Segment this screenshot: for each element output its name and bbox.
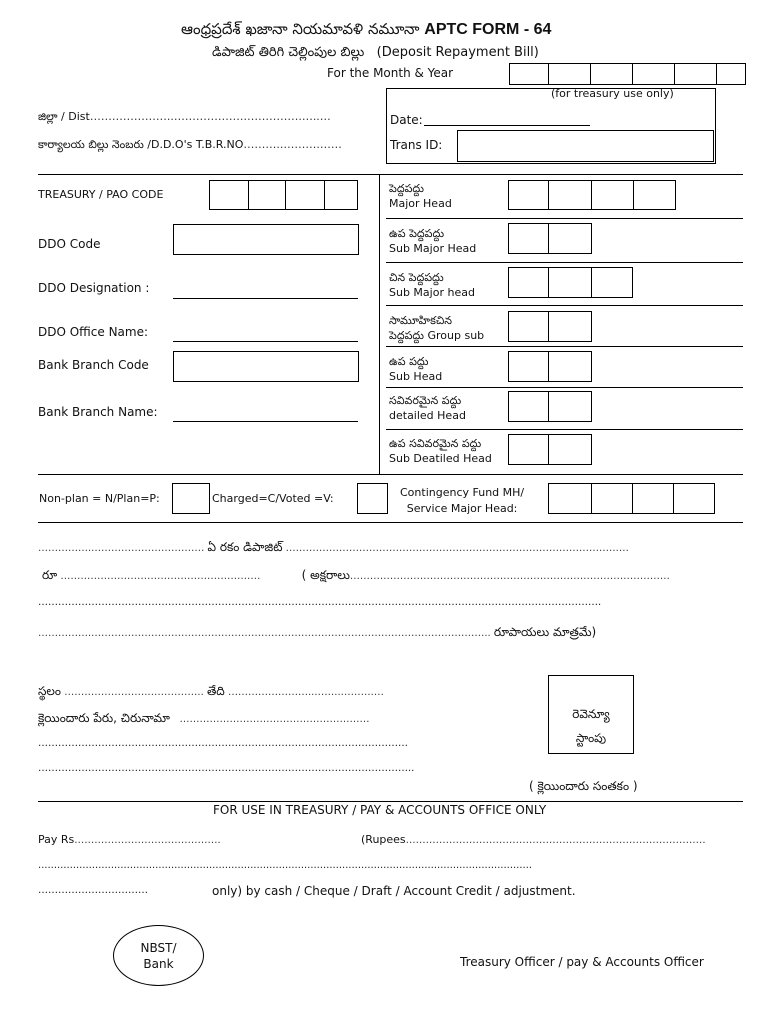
pay-row xyxy=(38,833,221,846)
treasury-code-boxes[interactable] xyxy=(209,180,358,210)
treasury-section-heading: FOR USE IN TREASURY / PAY & ACCOUNTS OFFICE ONLY xyxy=(213,803,547,817)
bank-branch-code-field[interactable] xyxy=(173,351,359,382)
month-year-box[interactable] xyxy=(716,63,746,85)
major-head-boxes[interactable] xyxy=(508,180,676,210)
claimant-row xyxy=(38,711,369,728)
heads-divider xyxy=(386,305,743,306)
contingency-box[interactable] xyxy=(548,483,592,514)
place-label: స్థలం xyxy=(38,684,62,698)
ddo-code-label: DDO Code xyxy=(38,237,101,251)
month-year-box[interactable] xyxy=(590,63,633,85)
tbr-row xyxy=(38,138,342,154)
rupees-label: (Rupees xyxy=(361,833,406,846)
head-sub-detailed xyxy=(389,436,492,466)
revenue-stamp-line1: రెవెన్యూ xyxy=(572,707,610,721)
subtitle-english: (Deposit Repayment Bill) xyxy=(376,45,539,60)
head-box[interactable] xyxy=(508,391,549,422)
amount-words-line2[interactable]: ……………..……………………………………………………………………………………………………….. xyxy=(38,628,491,639)
form-number: APTC FORM - 64 xyxy=(424,21,552,38)
place-date-row xyxy=(38,684,384,701)
head-box[interactable] xyxy=(633,180,676,210)
head-sub xyxy=(389,354,442,384)
rupees-field[interactable]: ……………………………………………………………………………… xyxy=(405,835,706,846)
month-year-box[interactable] xyxy=(509,63,549,85)
contingency-label xyxy=(400,485,524,517)
treasury-code-box[interactable] xyxy=(209,180,249,210)
claimant-field[interactable]: ………………………………………………… xyxy=(179,714,370,725)
month-year-label: For the Month & Year xyxy=(327,66,454,80)
head-en: Sub Major Head xyxy=(389,242,477,255)
ddo-office-field[interactable] xyxy=(173,341,358,342)
month-year-box[interactable] xyxy=(632,63,675,85)
amount-row xyxy=(42,568,670,585)
form-subtitle xyxy=(212,45,539,63)
head-te: చిన పెద్దపద్దు xyxy=(389,271,444,284)
minor-head-boxes[interactable] xyxy=(508,267,633,298)
treasury-code-box[interactable] xyxy=(285,180,325,210)
subtitle-telugu: డిపాజిట్ తిరిగి చెల్లింపుల బిల్లు xyxy=(212,45,365,60)
contingency-line1: Contingency Fund MH/ xyxy=(400,486,525,499)
head-box[interactable] xyxy=(548,351,592,382)
head-te: సామూహికచిన xyxy=(389,314,452,327)
heads-divider xyxy=(386,262,743,263)
date-te-label: తేది xyxy=(206,684,225,698)
contingency-box[interactable] xyxy=(632,483,674,514)
head-box[interactable] xyxy=(508,311,549,342)
rupees-only-label: రూపాయలు మాత్రమే) xyxy=(493,625,597,639)
rupees-only-row xyxy=(38,625,596,642)
tbr-label: కార్యాలయ బిల్లు నెంబరు /D.D.O's T.B.R.NO xyxy=(38,138,244,151)
group-sub-head-boxes[interactable] xyxy=(508,311,592,342)
deposit-type-label: ఏ రకం డిపాజిట్ xyxy=(207,540,283,554)
payment-mode-text: only) by cash / Cheque / Draft / Account Credit / adjustment. xyxy=(212,884,576,898)
nbst-line1: NBST/ xyxy=(140,940,177,955)
treasury-amount-line[interactable]: ………………………………………………………………………………………………………………………………………… xyxy=(38,860,532,871)
tbr-field[interactable]: ………..……….…… xyxy=(243,138,342,151)
bank-branch-name-field[interactable] xyxy=(173,421,358,422)
head-major xyxy=(389,181,452,211)
month-year-box[interactable] xyxy=(674,63,717,85)
detailed-head-boxes[interactable] xyxy=(508,391,592,422)
district-field[interactable]: …………………..……………….…………….…..… xyxy=(89,110,331,123)
bank-branch-code-label: Bank Branch Code xyxy=(38,358,149,372)
rupees-row xyxy=(361,833,706,846)
contingency-box[interactable] xyxy=(673,483,715,514)
date-label: Date: xyxy=(390,113,423,127)
ddo-designation-field[interactable] xyxy=(173,298,358,299)
trans-id-label: Trans ID: xyxy=(390,138,443,152)
form-title xyxy=(181,20,551,42)
section-divider xyxy=(38,801,743,802)
head-box[interactable] xyxy=(508,351,549,382)
revenue-stamp-label xyxy=(548,702,634,750)
amount-field[interactable]: …………………………………………………… xyxy=(60,571,261,582)
contingency-boxes[interactable] xyxy=(548,483,715,514)
deposit-prefix-field[interactable]: ……………..…………………………… xyxy=(38,543,205,554)
charged-box[interactable] xyxy=(357,483,388,514)
head-en: పెద్దపద్దు Group sub xyxy=(389,329,485,342)
head-box[interactable] xyxy=(591,267,633,298)
head-detailed xyxy=(389,393,466,423)
head-box[interactable] xyxy=(591,180,634,210)
treasury-use-note: (for treasury use only) xyxy=(551,87,674,100)
month-year-boxes[interactable] xyxy=(509,63,746,85)
contingency-box[interactable] xyxy=(591,483,633,514)
charged-label: Charged=C/Voted =V: xyxy=(212,492,334,505)
claimant-signature-label: ( క్లెయిందారు సంతకం ) xyxy=(529,779,638,793)
head-group-sub xyxy=(389,313,484,343)
head-box[interactable] xyxy=(508,434,549,465)
head-te: సవివరమైన పద్దు xyxy=(389,394,462,407)
head-minor xyxy=(389,270,475,300)
in-words-label: ( అక్షరాలు xyxy=(301,568,350,582)
head-en: Sub Deatiled Head xyxy=(389,452,492,465)
treasury-code-box[interactable] xyxy=(248,180,286,210)
amount-words-line[interactable]: ……………………………………………………………………………………………………………………………………………………. xyxy=(38,597,602,608)
ddo-office-label: DDO Office Name: xyxy=(38,325,149,339)
section-divider xyxy=(38,474,743,475)
head-en: Major Head xyxy=(389,197,452,210)
place-field[interactable]: …………………….…………….. xyxy=(64,687,204,698)
month-year-box[interactable] xyxy=(548,63,591,85)
head-te: ఉప పద్దు xyxy=(389,355,429,368)
date-te-field[interactable]: ……………………..……..……….… xyxy=(227,687,384,698)
column-divider xyxy=(379,174,380,474)
head-box[interactable] xyxy=(548,391,592,422)
revenue-stamp-line2: స్టాంపు xyxy=(575,731,607,745)
heads-divider xyxy=(386,218,743,219)
pay-label: Pay Rs xyxy=(38,833,75,846)
heads-divider xyxy=(386,346,743,347)
sub-head-boxes[interactable] xyxy=(508,351,592,382)
address-line-2[interactable]: ………………………………………………………………………………………………….. xyxy=(38,763,415,774)
district-label: జిల్లా / Dist xyxy=(38,110,90,123)
treasury-code-label: TREASURY / PAO CODE xyxy=(38,188,164,201)
head-sub-major xyxy=(389,226,476,256)
district-row xyxy=(38,110,331,126)
rupees-symbol-label: రూ xyxy=(42,568,58,582)
head-box[interactable] xyxy=(508,223,549,254)
treasury-officer-label: Treasury Officer / pay & Accounts Officer xyxy=(460,955,704,969)
date-field[interactable] xyxy=(424,125,590,126)
pay-field[interactable]: ……………………………….……. xyxy=(74,835,221,846)
head-en: detailed Head xyxy=(389,409,466,422)
nonplan-label: Non-plan = N/Plan=P: xyxy=(39,492,160,505)
head-te: పెద్దపద్దు xyxy=(389,182,424,195)
head-en: Sub Head xyxy=(389,370,443,383)
heads-divider xyxy=(386,387,743,388)
nonplan-box[interactable] xyxy=(172,483,210,514)
contingency-line2: Service Major Head: xyxy=(406,502,518,515)
head-box[interactable] xyxy=(548,267,592,298)
treasury-amount-line-2[interactable]: …………………………… xyxy=(38,885,148,896)
nbst-bank-stamp xyxy=(113,925,204,986)
treasury-code-box[interactable] xyxy=(324,180,358,210)
head-box[interactable] xyxy=(548,311,592,342)
trans-id-field[interactable] xyxy=(457,130,714,162)
head-te: ఉప సవివరమైన పద్దు xyxy=(389,437,482,450)
head-en: Sub Major head xyxy=(389,286,475,299)
head-box[interactable] xyxy=(508,267,549,298)
ddo-code-field[interactable] xyxy=(173,224,359,255)
head-box[interactable] xyxy=(548,223,592,254)
sub-detailed-head-boxes[interactable] xyxy=(508,434,592,465)
deposit-type-field[interactable]: ……………………………………………………………………………………….… xyxy=(285,543,629,554)
head-box[interactable] xyxy=(548,434,592,465)
in-words-field[interactable]: …………………………………………………………………………………… xyxy=(349,571,670,582)
head-box[interactable] xyxy=(508,180,549,210)
head-te: ఉప పెద్దపద్దు xyxy=(389,227,445,240)
section-divider xyxy=(38,522,743,523)
bank-branch-name-label: Bank Branch Name: xyxy=(38,405,158,419)
nbst-line2: Bank xyxy=(143,956,174,971)
sub-major-head-boxes[interactable] xyxy=(508,223,592,254)
heads-divider xyxy=(386,429,743,430)
deposit-type-row xyxy=(38,540,629,557)
claimant-label: క్లెయిందారు పేరు, చిరునామా xyxy=(38,711,170,725)
ddo-designation-label: DDO Designation : xyxy=(38,281,150,295)
form-title-telugu: ఆంధ్రప్రదేశ్ ఖజానా నియమావళి నమూనా xyxy=(181,20,420,38)
head-box[interactable] xyxy=(548,180,592,210)
address-line-1[interactable]: ………………………………………………………………………………………………… xyxy=(38,738,408,749)
heads-top-line xyxy=(386,174,743,175)
